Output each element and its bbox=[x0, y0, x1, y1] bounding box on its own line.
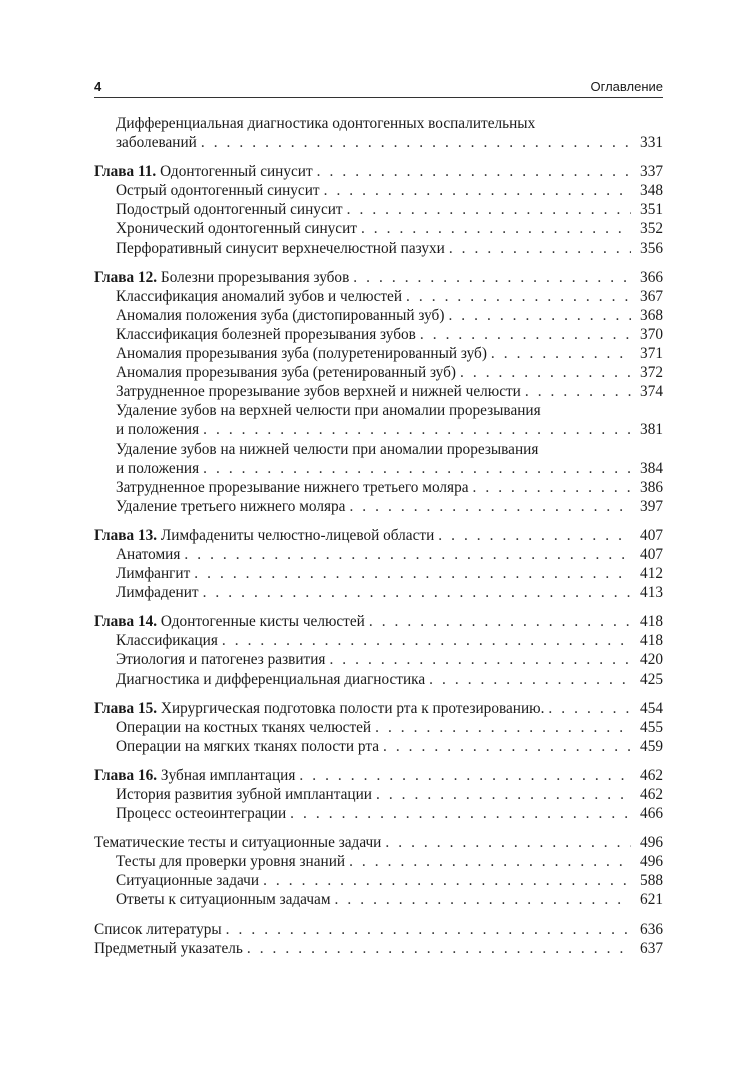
dot-leader bbox=[226, 920, 631, 939]
toc-subentry[interactable] bbox=[94, 564, 663, 583]
toc-page-number: 621 bbox=[640, 891, 663, 909]
toc-entry-text: Аномалия прорезывания зуба (ретенированный зуб) bbox=[116, 364, 456, 382]
dot-leader bbox=[473, 478, 631, 497]
dot-leader bbox=[438, 526, 631, 545]
toc-page-number: 588 bbox=[640, 872, 663, 890]
toc-entry-title bbox=[116, 545, 180, 564]
toc-page-number: 374 bbox=[640, 383, 663, 401]
toc-entry-line: Удаление зубов на верхней челюсти при аномалии прорезывания bbox=[116, 402, 541, 420]
toc-entry-text: Зубная имплантация bbox=[160, 766, 296, 784]
toc-page-number: 420 bbox=[640, 651, 663, 669]
toc-entry-title bbox=[116, 325, 416, 344]
toc-page-number: 368 bbox=[640, 306, 663, 324]
toc-entry-title bbox=[94, 766, 295, 785]
toc-page-number: 407 bbox=[640, 545, 663, 563]
toc-entry-title bbox=[116, 650, 325, 669]
toc-entry-text: Классификация bbox=[116, 632, 218, 650]
toc-page-number: 371 bbox=[640, 345, 663, 363]
toc-entry-title bbox=[116, 219, 357, 238]
toc-section bbox=[94, 612, 663, 688]
toc-entry-text: Операции на костных тканях челюстей bbox=[116, 718, 372, 736]
toc-subentry[interactable] bbox=[94, 631, 663, 650]
toc-subentry[interactable] bbox=[94, 650, 663, 669]
toc-page-number: 384 bbox=[640, 459, 663, 477]
dot-leader bbox=[247, 939, 631, 958]
toc-entry-text: и положения bbox=[116, 421, 200, 439]
toc-section bbox=[94, 268, 663, 516]
toc-entry-text: Тематические тесты и ситуационные задачи bbox=[94, 834, 382, 852]
toc-subentry[interactable] bbox=[94, 181, 663, 200]
toc-page-number: 381 bbox=[640, 421, 663, 439]
toc-subentry[interactable] bbox=[94, 200, 663, 219]
toc-subentry[interactable] bbox=[94, 287, 663, 306]
chapter-number: Глава 12. bbox=[94, 268, 158, 286]
toc-page-number: 337 bbox=[640, 163, 663, 181]
toc-entry-title bbox=[116, 344, 487, 363]
toc-subentry[interactable] bbox=[94, 459, 663, 478]
toc-entry-title bbox=[94, 920, 222, 939]
toc-section bbox=[94, 526, 663, 602]
toc-subentry[interactable] bbox=[94, 785, 663, 804]
toc-subentry[interactable] bbox=[94, 852, 663, 871]
toc-entry-text: Классификация болезней прорезывания зубов bbox=[116, 325, 416, 343]
dot-leader bbox=[376, 785, 631, 804]
toc-page-number: 412 bbox=[640, 565, 663, 583]
toc-page-number: 425 bbox=[640, 670, 663, 688]
dot-leader bbox=[349, 497, 631, 516]
toc-page-number: 348 bbox=[640, 182, 663, 200]
toc-entry-title bbox=[116, 420, 199, 439]
toc-page-number: 372 bbox=[640, 364, 663, 382]
dot-leader bbox=[449, 239, 631, 258]
toc-subentry[interactable] bbox=[94, 871, 663, 890]
toc-subentry[interactable] bbox=[94, 420, 663, 439]
dot-leader bbox=[353, 268, 631, 287]
toc-subentry[interactable] bbox=[94, 804, 663, 823]
dot-leader bbox=[420, 325, 631, 344]
toc-entry-line: Удаление зубов на нижней челюсти при аномалии прорезывания bbox=[116, 440, 539, 458]
toc-entry-text: Болезни прорезывания зубов bbox=[160, 268, 350, 286]
toc-page-number: 407 bbox=[640, 526, 663, 544]
dot-leader bbox=[324, 181, 631, 200]
toc-entry-title bbox=[116, 804, 286, 823]
toc-page-number: 356 bbox=[640, 239, 663, 257]
toc-entry-title bbox=[116, 200, 343, 219]
toc-chapter-entry[interactable] bbox=[94, 699, 663, 718]
toc-entry-title bbox=[116, 631, 218, 650]
dot-leader bbox=[203, 459, 631, 478]
chapter-number: Глава 11. bbox=[94, 163, 157, 181]
dot-leader bbox=[347, 200, 631, 219]
toc-entry-text: Хирургическая подготовка полости рта к протезированию. bbox=[160, 699, 545, 717]
toc-entry-title bbox=[116, 459, 199, 478]
toc-page-number: 496 bbox=[640, 834, 663, 852]
toc-entry-title bbox=[116, 718, 371, 737]
toc-subentry[interactable] bbox=[94, 718, 663, 737]
toc-entry-text: Аномалия положения зуба (дистопированный зуб) bbox=[116, 306, 445, 324]
toc-entry-title bbox=[116, 564, 190, 583]
toc-subentry[interactable] bbox=[94, 890, 663, 909]
toc-chapter-entry[interactable] bbox=[94, 766, 663, 785]
toc-page-number: 418 bbox=[640, 613, 663, 631]
toc-subentry[interactable] bbox=[94, 670, 663, 689]
toc-page-number: 496 bbox=[640, 853, 663, 871]
toc-entry-title bbox=[94, 526, 434, 545]
chapter-number: Глава 14. bbox=[94, 613, 158, 631]
toc-chapter-entry[interactable] bbox=[94, 162, 663, 181]
toc-entry-text: Одонтогенные кисты челюстей bbox=[160, 613, 365, 631]
dot-leader bbox=[203, 420, 631, 439]
header-rule bbox=[94, 97, 663, 98]
toc-page-number: 454 bbox=[640, 699, 663, 717]
page-header bbox=[94, 76, 663, 96]
dot-leader bbox=[194, 564, 631, 583]
toc-entry-text: Ответы к ситуационным задачам bbox=[116, 891, 331, 909]
toc-subentry[interactable] bbox=[94, 344, 663, 363]
toc-entry-text: Этиология и патогенез развития bbox=[116, 651, 326, 669]
dot-leader bbox=[375, 718, 631, 737]
toc-entry[interactable] bbox=[94, 833, 663, 852]
toc-subentry[interactable] bbox=[94, 545, 663, 564]
toc-entry-text: Диагностика и дифференциальная диагностика bbox=[116, 670, 426, 688]
toc-section bbox=[94, 699, 663, 756]
toc-entry-text: Классификация аномалий зубов и челюстей bbox=[116, 287, 403, 305]
toc-section bbox=[94, 920, 663, 958]
toc-subentry[interactable] bbox=[94, 737, 663, 756]
toc-entry-title bbox=[116, 583, 199, 602]
toc-section bbox=[94, 766, 663, 823]
dot-leader bbox=[335, 890, 631, 909]
toc-entry-title bbox=[116, 382, 521, 401]
toc-entry-title bbox=[116, 737, 379, 756]
dot-leader bbox=[460, 363, 631, 382]
table-of-contents bbox=[94, 114, 663, 958]
toc-entry-text: Затрудненное прорезывание зубов верхней и нижней челюсти bbox=[116, 383, 521, 401]
dot-leader bbox=[263, 871, 631, 890]
toc-page-number: 418 bbox=[640, 632, 663, 650]
toc-page-number: 351 bbox=[640, 201, 663, 219]
toc-entry[interactable] bbox=[94, 939, 663, 958]
dot-leader bbox=[548, 699, 631, 718]
chapter-number: Глава 16. bbox=[94, 766, 158, 784]
dot-leader bbox=[525, 382, 631, 401]
toc-entry-text: Подострый одонтогенный синусит bbox=[116, 201, 343, 219]
dot-leader bbox=[184, 545, 631, 564]
toc-entry-title bbox=[116, 287, 402, 306]
toc-subentry[interactable] bbox=[94, 497, 663, 516]
toc-subentry[interactable] bbox=[94, 133, 663, 152]
toc-entry-text: Лимфадениты челюстно-лицевой области bbox=[160, 526, 435, 544]
toc-entry-text: Тесты для проверки уровня знаний bbox=[116, 853, 346, 871]
dot-leader bbox=[329, 650, 631, 669]
toc-section bbox=[94, 833, 663, 909]
toc-chapter-entry[interactable] bbox=[94, 612, 663, 631]
toc-entry-text: История развития зубной имплантации bbox=[116, 786, 372, 803]
toc-page-number: 352 bbox=[640, 220, 663, 238]
toc-entry-title bbox=[116, 852, 345, 871]
toc-entry-text: Хронический одонтогенный синусит bbox=[116, 220, 357, 238]
toc-entry-text: Перфоративный синусит верхнечелюстной пазухи bbox=[116, 239, 445, 257]
toc-entry-title bbox=[116, 181, 320, 200]
dot-leader bbox=[349, 852, 631, 871]
toc-subentry[interactable] bbox=[94, 306, 663, 325]
toc-entry-title bbox=[116, 306, 444, 325]
toc-entry-text: Удаление третьего нижнего моляра bbox=[116, 497, 346, 515]
toc-entry-text: Лимфангит bbox=[116, 565, 191, 583]
toc-page-number: 331 bbox=[640, 134, 663, 152]
toc-entry-text: Процесс остеоинтеграции bbox=[116, 805, 287, 823]
toc-entry-title bbox=[116, 478, 469, 497]
toc-entry-title bbox=[94, 939, 243, 958]
toc-entry-text: Ситуационные задачи bbox=[116, 872, 260, 890]
toc-subentry[interactable] bbox=[94, 583, 663, 602]
toc-page-number: 366 bbox=[640, 268, 663, 286]
toc-entry-title bbox=[94, 699, 544, 718]
dot-leader bbox=[203, 583, 631, 602]
toc-page-number: 462 bbox=[640, 766, 663, 784]
toc-subentry[interactable] bbox=[94, 478, 663, 497]
toc-entry-text: Лимфаденит bbox=[116, 584, 199, 602]
toc-page-number: 413 bbox=[640, 584, 663, 602]
toc-page-number: 636 bbox=[640, 920, 663, 938]
toc-subentry[interactable] bbox=[94, 363, 663, 382]
toc-entry-text: и положения bbox=[116, 459, 200, 477]
dot-leader bbox=[491, 344, 631, 363]
toc-chapter-entry[interactable] bbox=[94, 526, 663, 545]
dot-leader bbox=[369, 612, 631, 631]
toc-entry-title bbox=[116, 670, 425, 689]
chapter-number: Глава 13. bbox=[94, 526, 158, 544]
toc-subentry[interactable] bbox=[94, 325, 663, 344]
chapter-number: Глава 15. bbox=[94, 699, 158, 717]
toc-entry-title bbox=[94, 268, 349, 287]
toc-entry-title bbox=[116, 890, 331, 909]
toc-entry-title bbox=[116, 133, 197, 152]
toc-entry-text: Затрудненное прорезывание нижнего третьего моляра bbox=[116, 478, 469, 496]
dot-leader bbox=[383, 737, 631, 756]
toc-page-number: 397 bbox=[640, 497, 663, 515]
toc-entry-text: заболеваний bbox=[116, 134, 197, 152]
toc-entry-title bbox=[116, 363, 456, 382]
toc-entry-title bbox=[94, 612, 365, 631]
toc-subentry[interactable] bbox=[94, 382, 663, 401]
toc-page-number: 462 bbox=[640, 786, 663, 803]
dot-leader bbox=[290, 804, 631, 823]
toc-section bbox=[94, 162, 663, 257]
dot-leader bbox=[448, 306, 631, 325]
dot-leader bbox=[222, 631, 631, 650]
toc-entry-title bbox=[116, 497, 345, 516]
toc-entry[interactable] bbox=[94, 920, 663, 939]
toc-entry-text: Предметный указатель bbox=[94, 939, 243, 957]
page-number: 4 bbox=[94, 79, 102, 94]
toc-entry-line: Дифференциальная диагностика одонтогенных воспалительных bbox=[116, 115, 536, 132]
toc-entry-text: Операции на мягких тканях полости рта bbox=[116, 737, 379, 755]
dot-leader bbox=[429, 670, 631, 689]
dot-leader bbox=[317, 162, 631, 181]
running-title: Оглавление bbox=[590, 79, 663, 94]
toc-chapter-entry[interactable] bbox=[94, 268, 663, 287]
dot-leader bbox=[361, 219, 631, 238]
toc-entry-text: Анатомия bbox=[116, 545, 181, 563]
toc-page-number: 386 bbox=[640, 478, 663, 496]
toc-page-number: 367 bbox=[640, 287, 663, 305]
toc-entry-title bbox=[116, 871, 259, 890]
toc-entry-text: Список литературы bbox=[94, 920, 222, 938]
toc-entry-title bbox=[116, 239, 445, 258]
toc-page-number: 455 bbox=[640, 718, 663, 736]
toc-entry-title bbox=[94, 162, 313, 181]
toc-page-number: 370 bbox=[640, 325, 663, 343]
toc-entry-title bbox=[94, 833, 381, 852]
toc-section bbox=[94, 114, 663, 152]
toc-entry-text: Острый одонтогенный синусит bbox=[116, 182, 320, 200]
dot-leader bbox=[406, 287, 631, 306]
toc-entry-text: Аномалия прорезывания зуба (полуретенированный зуб) bbox=[116, 345, 487, 363]
dot-leader bbox=[385, 833, 631, 852]
toc-entry-title bbox=[116, 785, 372, 804]
toc-entry-text: Одонтогенный синусит bbox=[160, 163, 313, 181]
toc-page-number: 459 bbox=[640, 737, 663, 755]
toc-subentry[interactable] bbox=[94, 239, 663, 258]
dot-leader bbox=[201, 133, 631, 152]
toc-page-number: 637 bbox=[640, 939, 663, 957]
toc-page-number: 466 bbox=[640, 805, 663, 823]
toc-subentry[interactable] bbox=[94, 219, 663, 238]
dot-leader bbox=[299, 766, 631, 785]
